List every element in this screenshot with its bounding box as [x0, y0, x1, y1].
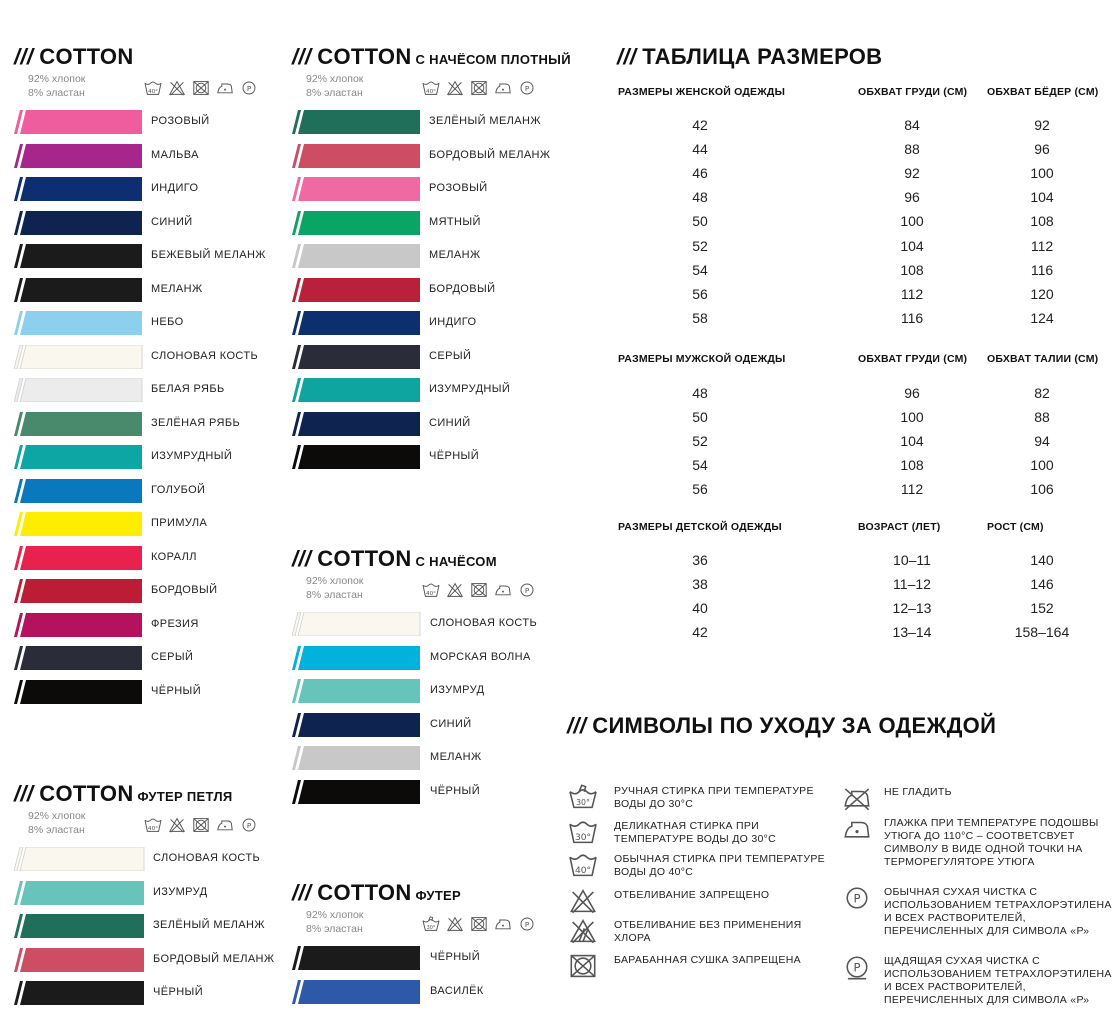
table-cell: 94 — [1034, 433, 1050, 450]
color-label: МАЛЬВА — [151, 148, 199, 161]
color-label: МЯТНЫЙ — [429, 215, 481, 228]
color-row — [292, 345, 569, 369]
table-cell: 40 — [692, 600, 708, 617]
dry-clean-p-icon — [517, 582, 537, 598]
color-row — [14, 445, 291, 469]
color-row — [14, 244, 291, 268]
gentle-dry-clean-p-icon — [841, 954, 873, 980]
svg-text:30°: 30° — [426, 925, 436, 931]
table-cell: 158–164 — [1014, 624, 1070, 641]
title-subtitle: ФУТЕР ПЕТЛЯ — [137, 789, 233, 804]
table-cell: 42 — [692, 624, 708, 641]
care-symbols-title — [567, 713, 996, 739]
table-cell: 112 — [900, 481, 924, 498]
color-label: БОРДОВЫЙ МЕЛАНЖ — [429, 148, 551, 161]
color-label: МЕЛАНЖ — [151, 282, 203, 295]
no-bleach-icon — [167, 817, 187, 833]
color-row — [292, 646, 570, 670]
table-cell: 106 — [1030, 481, 1054, 498]
color-swatch — [14, 579, 146, 603]
color-label: ЧЁРНЫЙ — [430, 951, 480, 963]
svg-text:40°: 40° — [148, 825, 158, 832]
color-row — [14, 211, 291, 235]
color-swatch — [14, 512, 146, 536]
color-row — [14, 345, 291, 369]
table-cell: 84 — [904, 117, 920, 133]
color-swatch — [14, 881, 148, 905]
color-row — [292, 980, 570, 1004]
care-symbol-text: ОТБЕЛИВАНИЕ БЕЗ ПРИМЕНЕНИЯ ХЛОРА — [614, 919, 802, 944]
color-row — [292, 311, 569, 335]
size-table-title-text: ТАБЛИЦА РАЗМЕРОВ — [642, 44, 883, 69]
color-label: ЧЁРНЫЙ — [153, 986, 203, 998]
color-label: СЕРЫЙ — [151, 651, 194, 663]
table-cell: 56 — [692, 481, 708, 498]
table-cell: 88 — [1034, 409, 1050, 426]
dry-clean-p-icon — [841, 885, 873, 911]
color-row — [292, 177, 569, 201]
color-swatch — [292, 445, 424, 469]
color-swatch — [14, 211, 146, 235]
table-cell: 120 — [1030, 285, 1054, 302]
color-label: ЧЁРНЫЙ — [430, 784, 480, 797]
color-label: МОРСКАЯ ВОЛНА — [430, 650, 531, 663]
cotton-pct: 92% хлопок — [306, 575, 364, 587]
dry-clean-p-icon — [239, 80, 259, 96]
color-label: БОРДОВЫЙ МЕЛАНЖ — [153, 952, 275, 965]
color-swatch — [292, 211, 424, 235]
section-title — [292, 44, 571, 70]
color-row — [292, 412, 569, 436]
table-cell: 92 — [904, 165, 920, 182]
color-swatch — [14, 479, 146, 503]
size-table-title — [617, 44, 882, 70]
elastane-pct: 8% эластан — [28, 824, 85, 836]
color-swatch — [292, 946, 424, 970]
color-row — [14, 278, 291, 302]
table-header: ОБХВАТ ТАЛИИ (СМ) — [987, 353, 1099, 365]
color-row — [14, 646, 291, 670]
color-swatch — [14, 244, 146, 268]
table-cell: 104 — [1030, 189, 1054, 206]
svg-text:30°: 30° — [576, 797, 590, 807]
color-label: СИНИЙ — [429, 416, 471, 429]
color-row — [292, 445, 569, 469]
table-cell: 10–11 — [893, 552, 931, 568]
no-tumble-dry-icon — [191, 817, 211, 833]
title-subtitle: С НАЧЁСОМ ПЛОТНЫЙ — [415, 52, 571, 67]
wash-40-icon — [143, 817, 163, 833]
color-swatch — [292, 378, 424, 402]
table-cell: 146 — [1030, 576, 1054, 593]
color-row — [14, 412, 291, 436]
elastane-pct: 8% эластан — [306, 87, 363, 99]
table-cell: 13–14 — [892, 624, 932, 641]
iron-110-icon — [841, 816, 873, 842]
cotton-pct: 92% хлопок — [306, 73, 364, 85]
table-cell: 112 — [900, 285, 924, 302]
color-row — [292, 780, 570, 804]
table-cell: 92 — [1034, 117, 1050, 133]
svg-text:P: P — [524, 919, 530, 929]
iron-icon — [493, 916, 513, 932]
section-title — [14, 44, 134, 70]
color-swatch — [292, 612, 424, 636]
table-cell: 48 — [692, 385, 708, 401]
color-row — [14, 914, 293, 938]
color-swatch — [292, 278, 424, 302]
color-label: ЧЁРНЫЙ — [151, 684, 201, 697]
color-label: ГОЛУБОЙ — [151, 483, 206, 496]
color-label: МЕЛАНЖ — [430, 751, 482, 763]
color-swatch — [14, 445, 146, 469]
color-row — [14, 110, 291, 134]
color-label: ИЗУМРУД — [153, 885, 208, 898]
color-swatch — [14, 646, 146, 670]
color-label: СЛОНОВАЯ КОСТЬ — [151, 349, 259, 362]
table-cell: 108 — [900, 261, 924, 278]
care-icons-row — [421, 80, 537, 96]
color-swatch — [14, 110, 146, 134]
color-label: ИЗУМРУДНЫЙ — [429, 383, 511, 395]
care-symbol-text: ОБЫЧНАЯ СТИРКА ПРИ ТЕМПЕРАТУРЕ ВОДЫ ДО 40°С — [614, 853, 825, 878]
table-cell: 104 — [900, 237, 924, 254]
elastane-pct: 8% эластан — [306, 589, 363, 601]
composition — [306, 574, 363, 602]
color-label: ИНДИГО — [429, 316, 477, 328]
table-cell: 100 — [1030, 457, 1054, 474]
color-label: ЗЕЛЁНЫЙ МЕЛАНЖ — [153, 919, 265, 931]
table-cell: 58 — [692, 309, 708, 326]
color-row — [14, 680, 291, 704]
color-row — [14, 981, 293, 1005]
no-tumble-dry-icon — [469, 582, 489, 598]
table-cell: 46 — [692, 165, 708, 182]
svg-text:P: P — [524, 83, 530, 93]
color-row — [14, 847, 293, 871]
table-cell: 140 — [1030, 552, 1054, 568]
table-cell: 96 — [904, 385, 920, 401]
color-row — [292, 612, 570, 636]
table-cell: 100 — [900, 213, 924, 230]
care-symbol-text: ГЛАЖКА ПРИ ТЕМПЕРАТУРЕ ПОДОШВЫ УТЮГА ДО 110°С – СООТВЕТСВУЕТ СИМВОЛУ В ВИДЕ ОДНОЙ ТОЧКИ НА ТЕРМОРЕГУЛЯТОРЕ УТЮГА — [884, 817, 1099, 868]
color-label: СИНИЙ — [151, 215, 193, 228]
table-cell: 48 — [692, 189, 708, 206]
title-slashes: /// — [14, 44, 34, 69]
title-slashes: /// — [567, 713, 587, 738]
table-header: ОБХВАТ ГРУДИ (СМ) — [858, 86, 968, 98]
table-cell: 56 — [692, 285, 708, 302]
color-row — [14, 479, 291, 503]
color-label: КОРАЛЛ — [151, 550, 197, 563]
wash-40-icon — [567, 852, 599, 878]
color-row — [14, 177, 291, 201]
color-row — [292, 378, 569, 402]
svg-text:40°: 40° — [574, 865, 592, 876]
table-cell: 96 — [904, 189, 920, 206]
svg-text:P: P — [853, 960, 861, 975]
no-tumble-dry-icon — [567, 953, 599, 979]
color-label: БЕЛАЯ РЯБЬ — [151, 383, 225, 395]
composition — [28, 809, 85, 837]
title-slashes: /// — [14, 781, 34, 806]
title-main: COTTON — [317, 546, 412, 571]
title-main: COTTON — [39, 781, 134, 806]
color-row — [292, 679, 570, 703]
table-header: ВОЗРАСТ (ЛЕТ) — [858, 521, 941, 533]
svg-text:P: P — [246, 820, 252, 830]
care-symbol-text: НЕ ГЛАДИТЬ — [884, 786, 952, 798]
title-main: COTTON — [39, 44, 134, 69]
table-cell: 112 — [1030, 237, 1054, 254]
section-title — [292, 546, 497, 572]
color-swatch — [14, 546, 146, 570]
color-swatch — [14, 914, 148, 938]
care-icons-row — [143, 817, 259, 833]
color-swatch — [14, 177, 146, 201]
iron-icon — [493, 582, 513, 598]
color-label: БОРДОВЫЙ — [151, 584, 218, 596]
elastane-pct: 8% эластан — [28, 87, 85, 99]
table-cell: 50 — [692, 213, 708, 230]
composition — [28, 72, 85, 100]
table-cell: 96 — [1034, 141, 1050, 158]
color-label: ВАСИЛЁК — [430, 984, 484, 997]
color-label: ИЗУМРУДНЫЙ — [151, 450, 233, 462]
no-chlorine-bleach-icon — [567, 918, 599, 944]
svg-text:P: P — [524, 585, 530, 595]
table-cell: 152 — [1030, 600, 1054, 617]
color-row — [14, 881, 293, 905]
color-row — [292, 211, 569, 235]
color-swatch — [292, 110, 424, 134]
table-cell: 116 — [1030, 261, 1054, 278]
svg-text:P: P — [246, 83, 252, 93]
color-swatch — [14, 680, 146, 704]
color-row — [14, 546, 291, 570]
color-row — [14, 579, 291, 603]
color-swatch — [14, 948, 148, 972]
iron-icon — [215, 817, 235, 833]
color-row — [292, 946, 570, 970]
no-bleach-icon — [167, 80, 187, 96]
table-header: РОСТ (СМ) — [987, 521, 1044, 533]
table-cell: 38 — [692, 576, 708, 593]
care-icons-row — [143, 80, 259, 96]
dry-clean-p-icon — [239, 817, 259, 833]
table-cell: 54 — [692, 261, 708, 278]
wash-30-icon — [567, 819, 599, 845]
table-cell: 54 — [692, 457, 708, 474]
color-row — [14, 512, 291, 536]
table-cell: 104 — [900, 433, 924, 450]
care-icons-row — [421, 916, 537, 932]
table-cell: 44 — [692, 141, 708, 158]
care-symbol-text: ЩАДЯЩАЯ СУХАЯ ЧИСТКА С ИСПОЛЬЗОВАНИЕМ ТЕТРАХЛОРЭТИЛЕНА И ВСЕХ РАСТВОРИТЕЛЕЙ, ПЕРЕЧИСЛЕННЫХ ДЛЯ СИМВОЛА «Р» — [884, 955, 1112, 1006]
cotton-pct: 92% хлопок — [306, 909, 364, 921]
table-cell: 11–12 — [893, 576, 931, 593]
color-row — [14, 311, 291, 335]
section-title — [14, 781, 233, 807]
color-label: НЕБО — [151, 316, 184, 328]
iron-icon — [493, 80, 513, 96]
title-slashes: /// — [292, 44, 312, 69]
color-label: СЛОНОВАЯ КОСТЬ — [430, 617, 538, 629]
color-swatch — [292, 144, 424, 168]
color-row — [292, 746, 570, 770]
color-label: ИНДИГО — [151, 182, 199, 194]
no-tumble-dry-icon — [469, 916, 489, 932]
color-swatch — [292, 311, 424, 335]
color-row — [292, 144, 569, 168]
table-cell: 100 — [900, 409, 924, 426]
title-main: COTTON — [317, 44, 412, 69]
color-swatch — [14, 847, 148, 871]
color-label: ЗЕЛЁНЫЙ МЕЛАНЖ — [429, 115, 541, 127]
no-iron-icon — [841, 785, 873, 811]
color-swatch — [14, 345, 146, 369]
color-swatch — [292, 780, 424, 804]
composition — [306, 908, 363, 936]
color-row — [14, 378, 291, 402]
svg-text:40°: 40° — [148, 88, 158, 95]
table-cell: 124 — [1030, 309, 1054, 326]
color-swatch — [292, 412, 424, 436]
table-cell: 108 — [900, 457, 924, 474]
color-label: СЛОНОВАЯ КОСТЬ — [153, 852, 261, 864]
color-swatch — [14, 278, 146, 302]
color-swatch — [292, 646, 424, 670]
color-label: ИЗУМРУД — [430, 684, 485, 696]
color-label: БЕЖЕВЫЙ МЕЛАНЖ — [151, 249, 266, 261]
color-label: ПРИМУЛА — [151, 517, 208, 529]
care-symbol-text: РУЧНАЯ СТИРКА ПРИ ТЕМПЕРАТУРЕ ВОДЫ ДО 30°С — [614, 785, 814, 810]
color-swatch — [14, 144, 146, 168]
color-swatch — [14, 981, 148, 1005]
table-cell: 52 — [692, 237, 708, 254]
no-bleach-icon — [445, 582, 465, 598]
iron-icon — [215, 80, 235, 96]
care-symbol-text: ОТБЕЛИВАНИЕ ЗАПРЕЩЕНО — [614, 889, 770, 901]
color-row — [292, 713, 570, 737]
table-header: ОБХВАТ ГРУДИ (СМ) — [858, 353, 968, 365]
no-tumble-dry-icon — [191, 80, 211, 96]
table-cell: 36 — [692, 552, 708, 568]
color-row — [14, 613, 291, 637]
title-subtitle: ФУТЕР — [415, 888, 462, 903]
table-cell: 42 — [692, 117, 708, 133]
no-bleach-icon — [445, 80, 465, 96]
color-row — [292, 244, 569, 268]
care-symbol-text: БАРАБАННАЯ СУШКА ЗАПРЕЩЕНА — [614, 954, 801, 966]
table-cell: 82 — [1034, 385, 1050, 401]
color-label: СЕРЫЙ — [429, 349, 472, 362]
composition — [306, 72, 363, 100]
table-cell: 108 — [1030, 213, 1054, 230]
table-cell: 116 — [900, 309, 924, 326]
title-slashes: /// — [292, 546, 312, 571]
cotton-pct: 92% хлопок — [28, 810, 86, 822]
color-label: БОРДОВЫЙ — [429, 282, 496, 295]
svg-text:40°: 40° — [426, 88, 436, 95]
svg-text:P: P — [853, 891, 861, 906]
table-header: РАЗМЕРЫ МУЖСКОЙ ОДЕЖДЫ — [618, 353, 786, 365]
table-header: РАЗМЕРЫ ДЕТСКОЙ ОДЕЖДЫ — [618, 521, 782, 533]
color-label: РОЗОВЫЙ — [151, 115, 210, 127]
color-row — [292, 278, 569, 302]
color-swatch — [292, 746, 424, 770]
color-swatch — [14, 613, 146, 637]
color-row — [14, 948, 293, 972]
color-label: ЗЕЛЁНАЯ РЯБЬ — [151, 416, 241, 429]
table-header: ОБХВАТ БЁДЕР (СМ) — [987, 86, 1099, 98]
color-swatch — [292, 713, 424, 737]
svg-text:30°: 30° — [574, 832, 592, 843]
color-swatch — [292, 177, 424, 201]
table-cell: 88 — [904, 141, 920, 158]
color-label: МЕЛАНЖ — [429, 249, 481, 261]
color-swatch — [14, 412, 146, 436]
hand-wash-30-icon — [421, 916, 441, 932]
table-cell: 100 — [1030, 165, 1054, 182]
color-row — [292, 110, 569, 134]
dry-clean-p-icon — [517, 80, 537, 96]
care-icons-row — [421, 582, 537, 598]
title-slashes: /// — [292, 880, 312, 905]
hand-wash-30-icon — [567, 784, 599, 810]
title-subtitle: С НАЧЁСОМ — [415, 554, 497, 569]
no-tumble-dry-icon — [469, 80, 489, 96]
care-symbol-text: ДЕЛИКАТНАЯ СТИРКА ПРИ ТЕМПЕРАТУРЕ ВОДЫ ДО 30°С — [614, 820, 776, 845]
care-symbol-text: ОБЫЧНАЯ СУХАЯ ЧИСТКА С ИСПОЛЬЗОВАНИЕМ ТЕТРАХЛОРЭТИЛЕНА И ВСЕХ РАСТВОРИТЕЛЕЙ, ПЕРЕЧИСЛЕННЫХ ДЛЯ СИМВОЛА «Р» — [884, 886, 1112, 937]
table-cell: 52 — [692, 433, 708, 450]
table-header: РАЗМЕРЫ ЖЕНСКОЙ ОДЕЖДЫ — [618, 86, 786, 98]
color-label: ФРЕЗИЯ — [151, 617, 199, 630]
title-main: COTTON — [317, 880, 412, 905]
color-swatch — [14, 311, 146, 335]
section-title — [292, 880, 461, 906]
color-swatch — [292, 679, 424, 703]
no-bleach-icon — [567, 888, 599, 914]
color-swatch — [14, 378, 146, 402]
color-label: СИНИЙ — [430, 717, 472, 730]
table-cell: 50 — [692, 409, 708, 426]
color-row — [14, 144, 291, 168]
color-swatch — [292, 345, 424, 369]
color-swatch — [292, 244, 424, 268]
color-label: РОЗОВЫЙ — [429, 182, 488, 194]
wash-40-icon — [421, 80, 441, 96]
dry-clean-p-icon — [517, 916, 537, 932]
cotton-pct: 92% хлопок — [28, 73, 86, 85]
no-bleach-icon — [445, 916, 465, 932]
color-label: ЧЁРНЫЙ — [429, 450, 479, 462]
table-cell: 12–13 — [892, 600, 932, 617]
wash-40-icon — [421, 582, 441, 598]
color-swatch — [292, 980, 424, 1004]
svg-text:40°: 40° — [426, 590, 436, 597]
wash-40-icon — [143, 80, 163, 96]
care-symbols-title-text: СИМВОЛЫ ПО УХОДУ ЗА ОДЕЖДОЙ — [592, 713, 997, 738]
title-slashes: /// — [617, 44, 637, 69]
elastane-pct: 8% эластан — [306, 923, 363, 935]
